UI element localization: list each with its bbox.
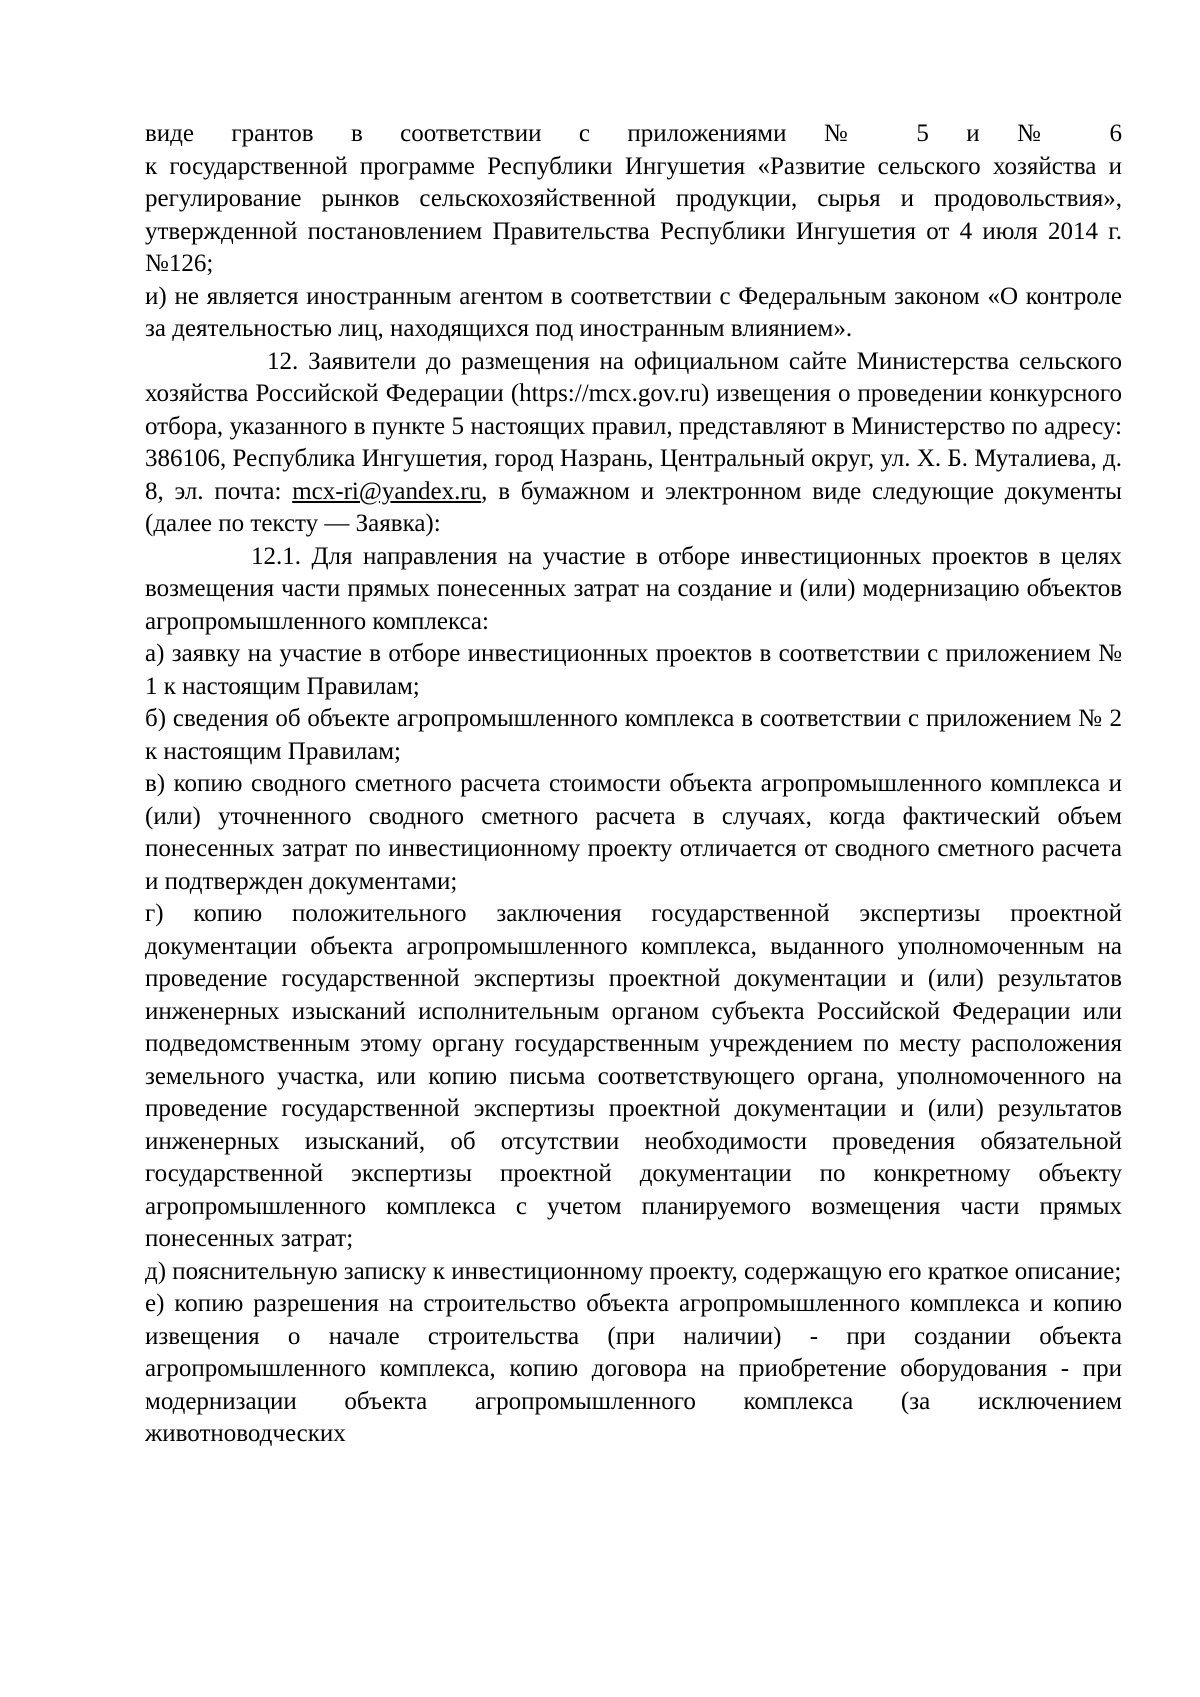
paragraph-item-e: е) копию разрешения на строительство объекта агропромышленного комплекса и копию извещения о начале строительства (при наличии) - при создании объекта агропромышленного комплекса, копию договора на приобретение оборудования - при модернизации объекта агропромышленного комплекса (за исключением животноводческих xyxy=(145,1290,1122,1447)
paragraph-12 xyxy=(145,346,1122,541)
paragraph-grants-continuation: к государственной программе Республики Ингушетия «Развитие сельского хозяйства и регулирование рынков сельскохозяйственной продукции, сырья и продовольствия», утвержденной постановлением Правительства Республики Ингушетия от 4 июля 2014 г. №126; xyxy=(145,152,1122,277)
paragraph-item-a: а) заявку на участие в отборе инвестиционных проектов в соответствии с приложением № 1 к настоящим Правилам; xyxy=(145,640,1122,700)
paragraph-12-text: 12. Заявители до размещения на официальном сайте Министерства сельского хозяйства Российской Федерации (https://mcx.gov.ru) извещения о проведении конкурсного отбора, указанного в пункте 5 настоящих правил, представляют в Министерство по адресу: 386106, Республика Ингушетия, город Назрань, Центральный округ, ул. Х. Б. Муталиева, д. 8, эл. почта: xyxy=(145,347,1122,505)
paragraph-grants-first-line: виде грантов в соответствии с приложениями № 5 и № 6 xyxy=(145,120,1122,147)
paragraph-item-g: г) копию положительного заключения государственной экспертизы проектной документации объекта агропромышленного комплекса, выданного уполномоченным на проведение государственной экспертизы проектной документации и (или) результатов инженерных изысканий исполнительным органом субъекта Российской Федерации или подведомственным этому органу государственным учреждением по месту расположения земельного участка, или копию письма соответствующего органа, уполномоченного на проведение государственной экспертизы проектной документации и (или) результатов инженерных изысканий, об отсутствии необходимости проведения обязательной государственной экспертизы проектной документации по конкретному объекту агропромышленного комплекса с учетом планируемого возмещения части прямых понесенных затрат; xyxy=(145,900,1122,1252)
paragraph-12-tail: , в бумажном и электронном виде следующие документы (далее по тексту — Заявка): xyxy=(145,477,1122,537)
email-link[interactable]: mcx-ri@yandex.ru xyxy=(292,477,482,505)
paragraph-12-1: 12.1. Для направления на участие в отборе инвестиционных проектов в целях возмещения части прямых понесенных затрат на создание и (или) модернизацию объектов агропромышленного комплекса: xyxy=(145,542,1122,635)
paragraph-foreign-agent: и) не является иностранным агентом в соответствии с Федеральным законом «О контроле за деятельностью лиц, находящихся под иностранным влиянием». xyxy=(145,282,1122,342)
paragraph-item-b: б) сведения об объекте агропромышленного комплекса в соответствии с приложением № 2 к настоящим Правилам; xyxy=(145,705,1122,765)
paragraph-item-v: в) копию сводного сметного расчета стоимости объекта агропромышленного комплекса и (или) уточненного сводного сметного расчета в случаях, когда фактический объем понесенных затрат по инвестиционному проекту отличается от сводного сметного расчета и подтвержден документами; xyxy=(145,770,1122,895)
document-body xyxy=(145,118,1122,1451)
paragraph-item-d: д) пояснительную записку к инвестиционному проекту, содержащую его краткое описание; xyxy=(145,1257,1122,1285)
